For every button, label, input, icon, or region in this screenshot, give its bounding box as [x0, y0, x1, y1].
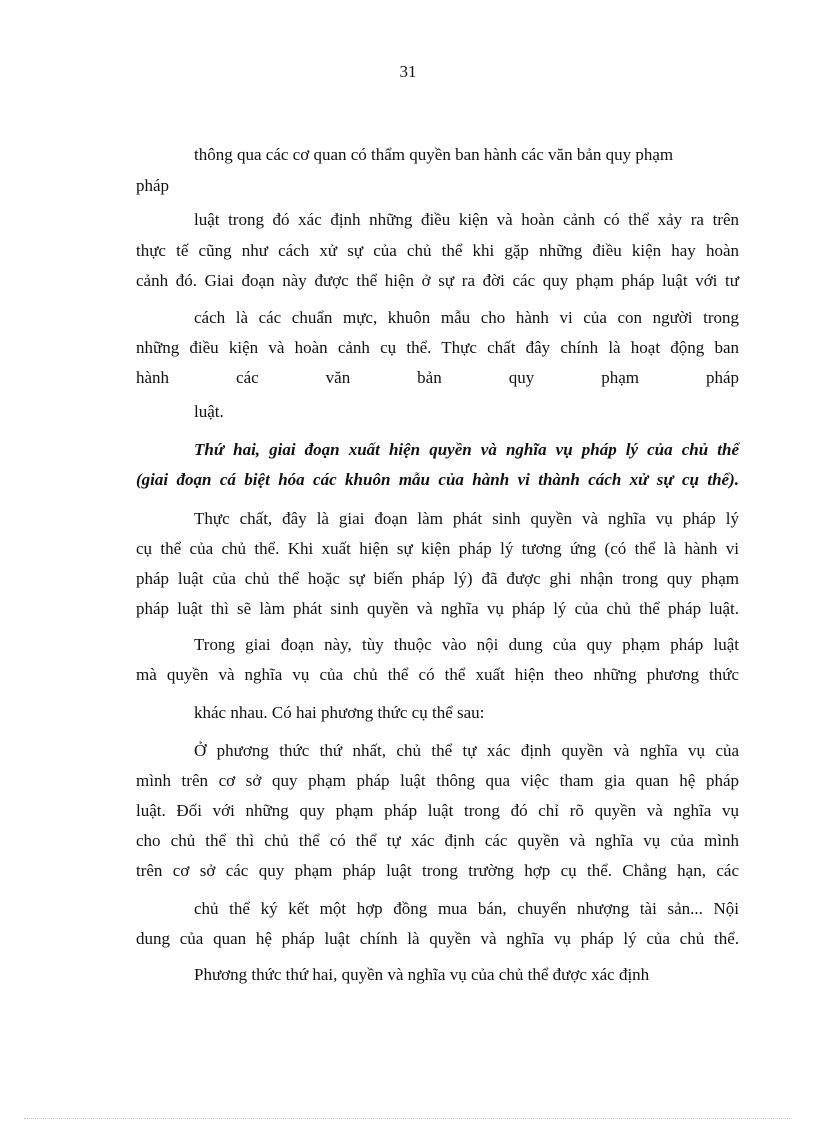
text-line: chủ thể ký kết một hợp đồng mua bán, chuyển nhượng tài sản... Nội [194, 899, 739, 918]
page-number: 31 [399, 62, 417, 81]
text-line: luật trong đó xác định những điều kiện và hoàn cảnh có thể xảy ra trên [194, 210, 739, 229]
page-bottom-border [24, 1118, 792, 1119]
text-line: khác nhau. Có hai phương thức cụ thể sau: [194, 703, 485, 722]
text-line: cụ thể của chủ thể. Khi xuất hiện sự kiện pháp lý tương ứng (có thể là hành vi [136, 539, 739, 558]
text-line: pháp luật thì sẽ làm phát sinh quyền và nghĩa vụ pháp lý của chủ thể pháp luật. [136, 599, 739, 618]
text-line: cho chủ thể thì chủ thể có thể tự xác định các quyền và nghĩa vụ của mình [136, 831, 739, 850]
text-line: dung của quan hệ pháp luật chính là quyền và nghĩa vụ pháp lý của chủ thể. [136, 929, 739, 948]
text-line: cảnh đó. Giai đoạn này được thể hiện ở sự ra đời các quy phạm pháp luật với tư [136, 271, 739, 290]
text-line: luật. [194, 402, 224, 421]
text-line: mà quyền và nghĩa vụ của chủ thể có thể xuất hiện theo những phương thức [136, 665, 739, 684]
section-heading: (giai đoạn cá biệt hóa các khuôn mẫu của hành vi thành cách xử sự cụ thể). [136, 470, 739, 489]
text-line: mình trên cơ sở quy phạm pháp luật thông qua việc tham gia quan hệ pháp [136, 771, 739, 790]
text-line: hành các văn bản quy phạm pháp [136, 368, 739, 387]
text-line: trên cơ sở các quy phạm pháp luật trong trường hợp cụ thể. Chẳng hạn, các [136, 861, 739, 880]
text-line: Trong giai đoạn này, tùy thuộc vào nội dung của quy phạm pháp luật [194, 635, 739, 654]
text-line: thực tế cũng như cách xử sự của chủ thể khi gặp những điều kiện hay hoàn [136, 241, 739, 260]
text-line: Ở phương thức thứ nhất, chủ thể tự xác định quyền và nghĩa vụ của [194, 741, 739, 760]
text-line: Thực chất, đây là giai đoạn làm phát sinh quyền và nghĩa vụ pháp lý [194, 509, 739, 528]
text-line: pháp luật của chủ thể hoặc sự biến pháp lý) đã được ghi nhận trong quy phạm [136, 569, 739, 588]
section-heading: Thứ hai, giai đoạn xuất hiện quyền và nghĩa vụ pháp lý của chủ thể [194, 440, 739, 459]
text-line: thông qua các cơ quan có thẩm quyền ban hành các văn bản quy phạm [194, 145, 674, 164]
text-line: luật. Đối với những quy phạm pháp luật trong đó chỉ rõ quyền và nghĩa vụ [136, 801, 739, 820]
text-line: Phương thức thứ hai, quyền và nghĩa vụ của chủ thể được xác định [194, 965, 650, 984]
text-line: pháp [136, 176, 170, 195]
text-line: cách là các chuẩn mực, khuôn mẫu cho hành vi của con người trong [194, 308, 739, 327]
text-line: những điều kiện và hoàn cảnh cụ thể. Thực chất đây chính là hoạt động ban [136, 338, 739, 357]
